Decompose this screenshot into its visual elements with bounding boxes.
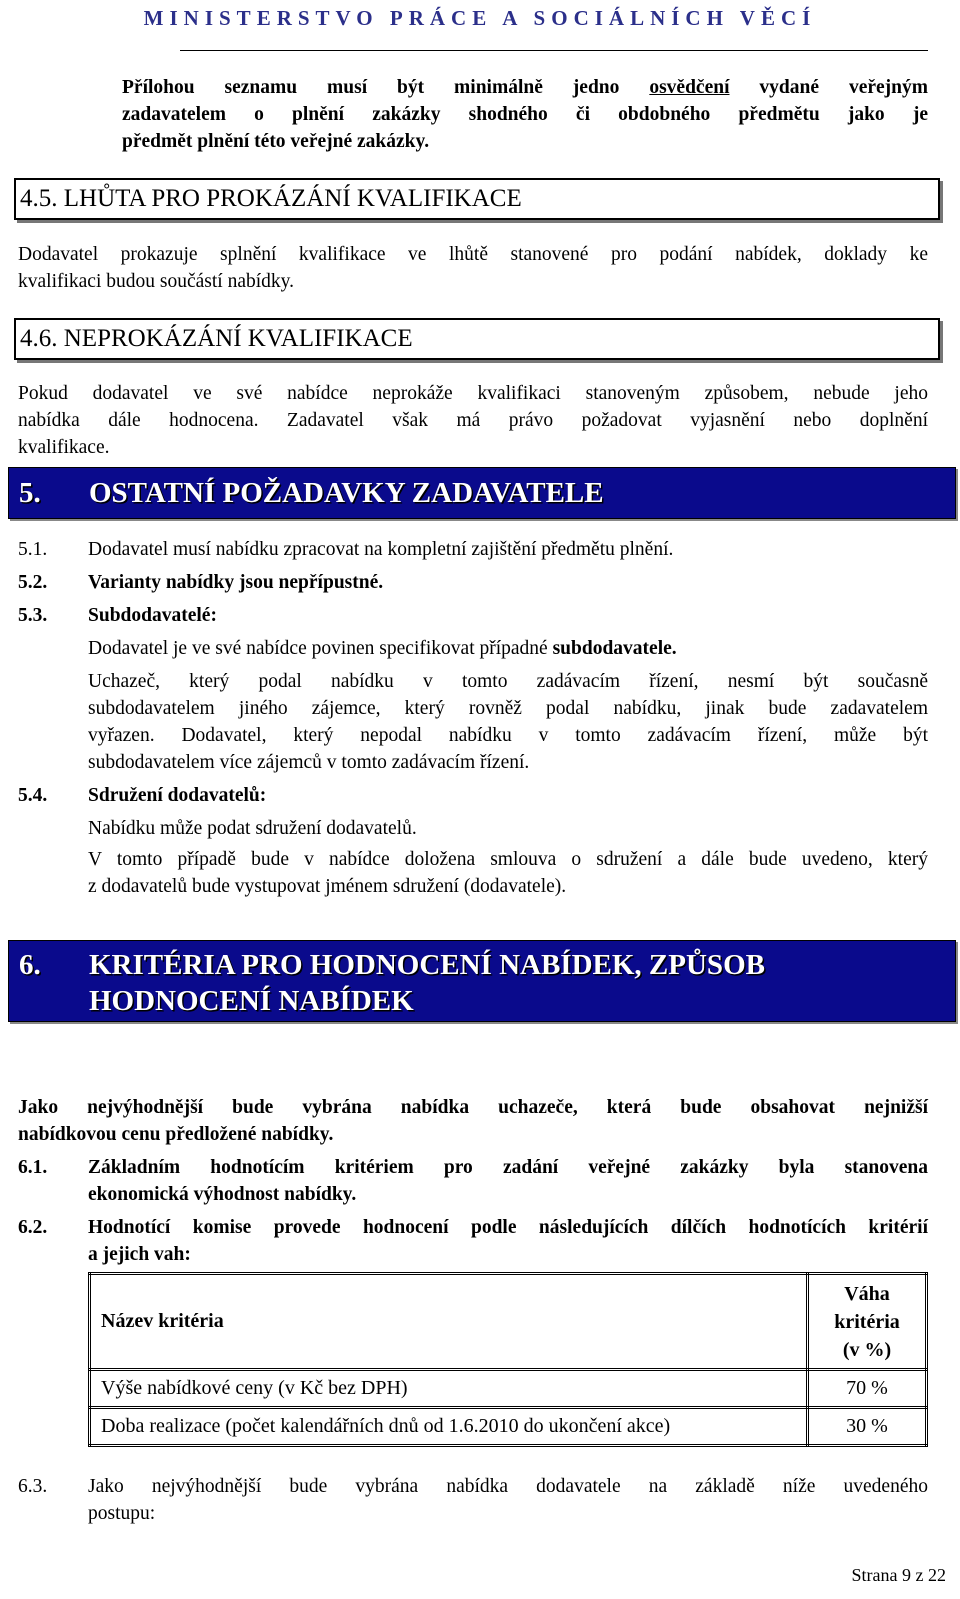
weight-header-l2: kritéria [834,1310,900,1333]
section-5-number: 5. [19,477,41,509]
item-5-4-para1: Nabídku může podat sdružení dodavatelů. [88,818,417,839]
intro-link-osvedceni: osvědčení [649,77,730,98]
s6-intro-l2: nabídkovou cenu předložené nabídky. [18,1124,334,1145]
s53-p2-l3: vyřazen. Dodavatel, který nepodal nabídku v tomto zadávacím řízení, může být [88,725,928,746]
item-6-1-number: 6.1. [18,1157,48,1178]
item-5-3-number: 5.3. [18,605,48,626]
item-6-3-number: 6.3. [18,1476,48,1497]
table-header-row [90,1274,927,1370]
item-6-2-text [88,1214,928,1268]
section-5-title: OSTATNÍ POŽADAVKY ZADAVATELE [89,477,604,509]
item-6-3-text [88,1473,928,1527]
intro-line3: předmět plnění této veřejné zakázky. [122,131,430,152]
item-5-3-title: Subdodavatelé: [88,605,217,626]
item-5-3-para1-text: Dodavatel je ve své nabídce povinen specifikovat případné [88,638,553,659]
header-cell-name: Název kritéria [90,1274,808,1370]
s54-p2-l2: z dodavatelů bude vystupovat jménem sdružení (dodavatele). [88,876,567,897]
s61-l2: ekonomická výhodnost nabídky. [88,1184,357,1205]
item-5-4-title: Sdružení dodavatelů: [88,785,267,806]
section-4-6-heading: 4.6. NEPROKÁZÁNÍ KVALIFIKACE [14,318,940,360]
row2-weight: 30 % [808,1408,927,1446]
item-6-1-text [88,1154,928,1208]
weight-header-l3: (v %) [842,1338,892,1361]
s46-line1: Pokud dodavatel ve své nabídce neprokáže kvalifikaci stanoveným způsobem, nebude jeho [18,383,928,404]
row2-criterion: Doba realizace (počet kalendářních dnů od 1.6.2010 do ukončení akce) [90,1408,808,1446]
s6-intro-l1: Jako nejvýhodnější bude vybrána nabídka uchazeče, která bude obsahovat nejnižší [18,1097,928,1118]
s45-line1: Dodavatel prokazuje splnění kvalifikace ve lhůtě stanovené pro podání nabídek, doklady ke [18,244,928,265]
ministry-header: MINISTERSTVO PRÁCE A SOCIÁLNÍCH VĚCÍ [143,6,817,30]
header-rule [180,50,928,51]
intro-line1-b: vydané veřejným [729,77,928,98]
section-4-5-text [18,241,928,295]
s46-line3: kvalifikace. [18,437,110,458]
item-5-3-para1 [88,635,677,662]
s54-p2-l1: V tomto případě bude v nabídce doložena smlouva o sdružení a dále bude uvedeno, který [88,849,928,870]
page-number: Strana 9 z 22 [851,1565,946,1585]
section-6-heading [8,940,956,1022]
criteria-table [88,1272,928,1447]
s62-l2: a jejich vah: [88,1244,191,1265]
intro-paragraph [122,74,928,155]
s46-line2: nabídka dále hodnocena. Zadavatel však má právo požadovat vyjasnění nebo doplnění [18,410,928,431]
item-5-4-number: 5.4. [18,785,48,806]
row1-weight: 70 % [808,1370,927,1408]
section-6-title-line2: HODNOCENÍ NABÍDEK [89,985,414,1017]
item-5-2-number: 5.2. [18,572,48,593]
table-row [90,1408,927,1446]
row1-criterion: Výše nabídkové ceny (v Kč bez DPH) [90,1370,808,1408]
table-row [90,1370,927,1408]
section-4-5-heading: 4.5. LHŮTA PRO PROKÁZÁNÍ KVALIFIKACE [14,178,940,220]
item-5-2-text: Varianty nabídky jsou nepřípustné. [88,572,384,593]
s63-l2: postupu: [88,1503,156,1524]
item-5-1-number: 5.1. [18,539,48,560]
s45-line2: kvalifikaci budou součástí nabídky. [18,271,295,292]
s63-l1: Jako nejvýhodnější bude vybrána nabídka dodavatele na základě níže uvedeného [88,1476,928,1497]
section-6-title-line1: KRITÉRIA PRO HODNOCENÍ NABÍDEK, ZPŮSOB [89,949,765,981]
item-5-3-para1-bold: subdodavatele. [552,638,677,659]
item-5-1-text: Dodavatel musí nabídku zpracovat na kompletní zajištění předmětu plnění. [88,539,674,560]
s61-l1: Základním hodnotícím kritériem pro zadání veřejné zakázky byla stanovena [88,1157,928,1178]
section-6-intro [18,1094,928,1148]
item-5-4-para2 [88,846,928,900]
header-cell-weight [808,1274,927,1370]
section-6-number: 6. [19,949,41,981]
s62-l1: Hodnotící komise provede hodnocení podle následujících dílčích hodnotících kritérií [88,1217,928,1238]
s53-p2-l2: subdodavatelem jiného zájemce, který rovněž podal nabídku, jinak bude zadavatelem [88,698,928,719]
item-5-3-para2 [88,668,928,776]
intro-line2: zadavatelem o plnění zakázky shodného či obdobného předmětu jako je [122,104,928,125]
weight-header-l1: Váha [844,1282,890,1305]
intro-line1-a: Přílohou seznamu musí být minimálně jedno [122,77,650,98]
item-6-2-number: 6.2. [18,1217,48,1238]
section-4-6-text [18,380,928,461]
s53-p2-l1: Uchazeč, který podal nabídku v tomto zadávacím řízení, nesmí být současně [88,671,928,692]
s53-p2-l4: subdodavatelem více zájemců v tomto zadávacím řízení. [88,752,530,773]
section-5-heading [8,467,956,519]
